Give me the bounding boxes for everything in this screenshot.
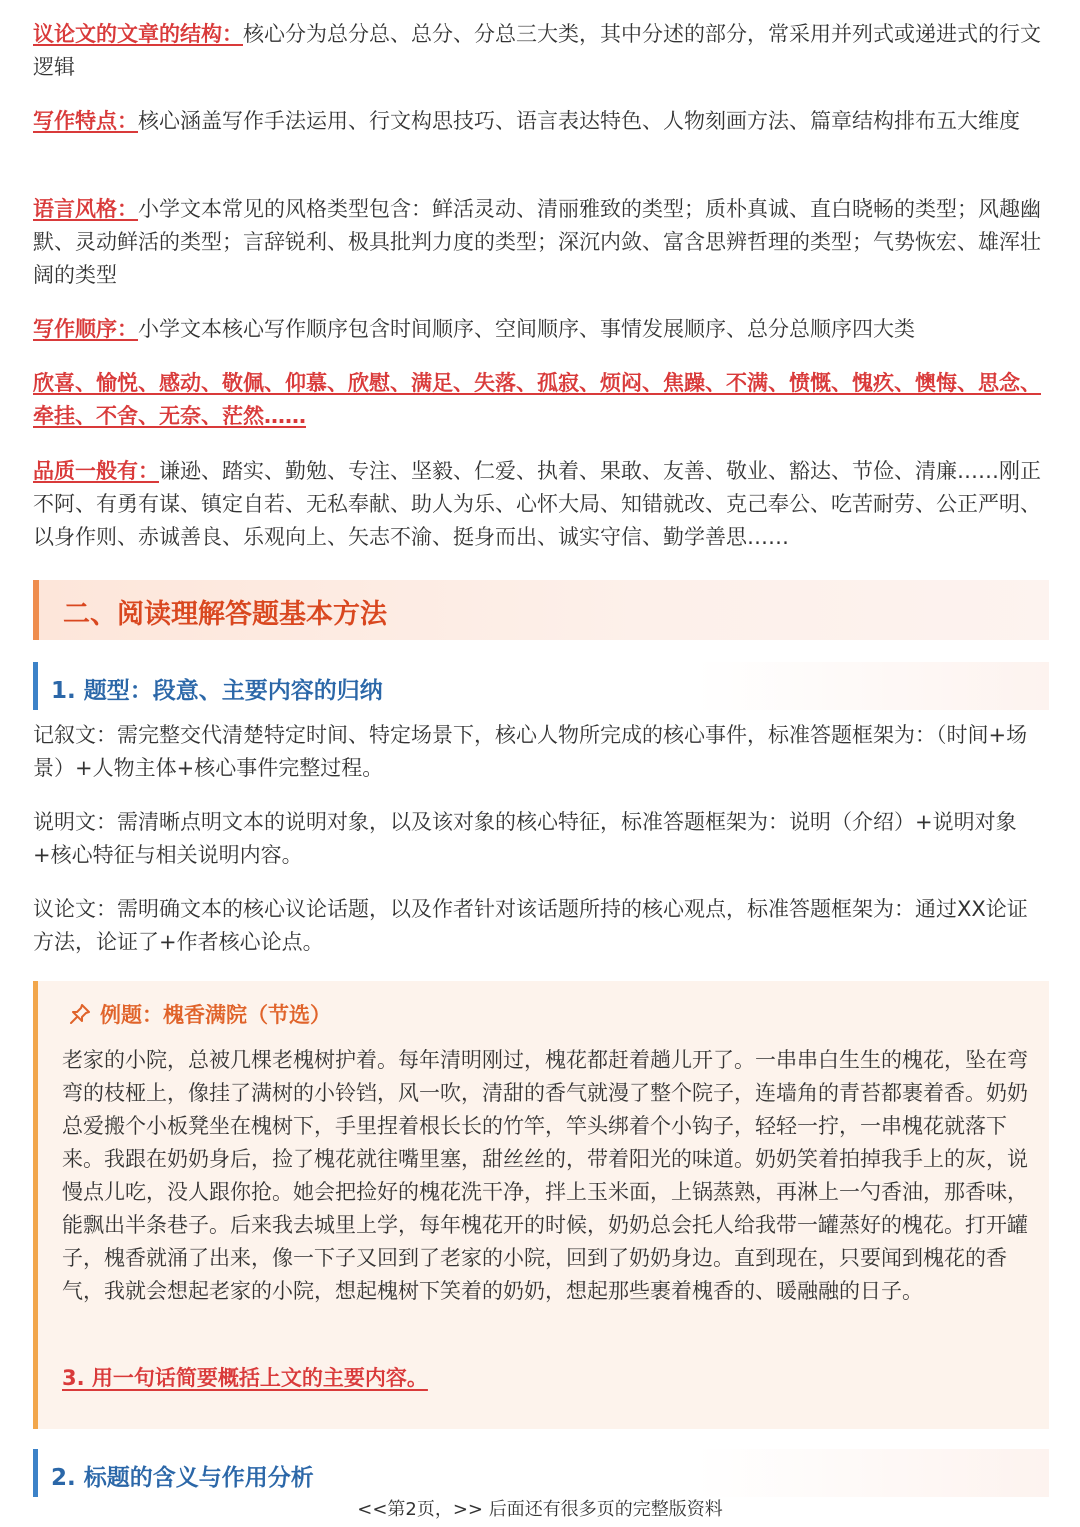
term-label: 语言风格： xyxy=(33,197,138,221)
example-box xyxy=(33,981,1049,1429)
method-narrative: 记叙文：需完整交代清楚特定时间、特定场景下，核心人物所完成的核心事件，标准答题框架为：（时间+场景）+人物主体+核心事件完整过程。 xyxy=(33,723,1028,780)
paragraph-emotions xyxy=(33,367,1043,433)
example-title xyxy=(68,999,331,1031)
paragraph-text: 核心涵盖写作手法运用、行文构思技巧、语言表达特色、人物刻画方法、篇章结构排布五大维度 xyxy=(138,109,1020,133)
subsection-title: 1. 题型：段意、主要内容的归纳 xyxy=(51,678,383,704)
example-question: 3. 用一句话简要概括上文的主要内容。 xyxy=(62,1366,428,1390)
term-label: 议论文的文章的结构： xyxy=(33,22,243,46)
pin-icon xyxy=(68,1002,94,1031)
method-expository: 说明文：需清晰点明文本的说明对象，以及该对象的核心特征，标准答题框架为：说明（介绍）+说明对象+核心特征与相关说明内容。 xyxy=(33,810,1017,867)
example-title-text: 例题：槐香满院（节选） xyxy=(100,1003,331,1027)
paragraph-text: 小学文本核心写作顺序包含时间顺序、空间顺序、事情发展顺序、总分总顺序四大类 xyxy=(138,317,915,341)
term-label: 品质一般有： xyxy=(33,459,159,483)
paragraph-qualities xyxy=(33,455,1043,554)
paragraph-language-style xyxy=(33,193,1043,292)
paragraph-text: 核心分为总分总、总分、分总三大类，其中分述的部分，常采用并列式或递进式的行文逻辑 xyxy=(33,22,1041,79)
paragraph-text: 小学文本常见的风格类型包含：鲜活灵动、清丽雅致的类型；质朴真诚、直白晓畅的类型；风趣幽默、灵动鲜活的类型；言辞锐利、极具批判力度的类型；深沉内敛、富含思辨哲理的类型；气势恢宏、雄浑壮阔的类型 xyxy=(33,197,1041,287)
subsection-title: 2. 标题的含义与作用分析 xyxy=(51,1465,314,1491)
subsection-header-1 xyxy=(33,662,1049,710)
term-label: 写作特点： xyxy=(33,109,138,133)
emotion-words: 欣喜、愉悦、感动、敬佩、仰慕、欣慰、满足、失落、孤寂、烦闷、焦躁、不满、愤慨、愧疚、懊悔、思念、牵挂、不舍、无奈、茫然…… xyxy=(33,371,1041,428)
example-passage: 老家的小院，总被几棵老槐树护着。每年清明刚过，槐花都赶着趟儿开了。一串串白生生的槐花，坠在弯弯的枝桠上，像挂了满树的小铃铛，风一吹，清甜的香气就漫了整个院子，连墙角的青苔都裹着香。奶奶总爱搬个小板凳坐在槐树下，手里捏着根长长的竹竿，竿头绑着个小钩子，轻轻一拧，一串槐花就落下来。我跟在奶奶身后，捡了槐花就往嘴里塞，甜丝丝的，带着阳光的味道。奶奶笑着拍掉我手上的灰，说慢点儿吃，没人跟你抢。她会把捡好的槐花洗干净，拌上玉米面，上锅蒸熟，再淋上一勺香油，那香味，能飘出半条巷子。后来我去城里上学，每年槐花开的时候，奶奶总会托人给我带一罐蒸好的槐花。打开罐子，槐香就涌了出来，像一下子又回到了老家的小院，回到了奶奶身边。直到现在，只要闻到槐花的香气，我就会想起老家的小院，想起槐树下笑着的奶奶，想起那些裹着槐香的、暖融融的日子。 xyxy=(62,1048,1028,1303)
term-label: 写作顺序： xyxy=(33,317,138,341)
subsection-header-2 xyxy=(33,1449,1049,1497)
section-title: 二、阅读理解答题基本方法 xyxy=(63,599,387,630)
method-argumentative: 议论文：需明确文本的核心议论话题，以及作者针对该话题所持的核心观点，标准答题框架为：通过XX论证方法，论证了+作者核心论点。 xyxy=(33,897,1028,954)
paragraph-text: 谦逊、踏实、勤勉、专注、坚毅、仁爱、执着、果敢、友善、敬业、豁达、节俭、清廉……刚正不阿、有勇有谋、镇定自若、无私奉献、助人为乐、心怀大局、知错就改、克己奉公、吃苦耐劳、公正严明、以身作则、赤诚善良、乐观向上、矢志不渝、挺身而出、诚实守信、勤学善思…… xyxy=(33,459,1041,549)
page-footer: <<第2页，>> 后面还有很多页的完整版资料 xyxy=(357,1499,723,1520)
section-header xyxy=(33,580,1049,640)
paragraph-writing-features xyxy=(33,105,1043,138)
paragraph-writing-order xyxy=(33,313,1043,346)
paragraph-structure xyxy=(33,18,1043,84)
